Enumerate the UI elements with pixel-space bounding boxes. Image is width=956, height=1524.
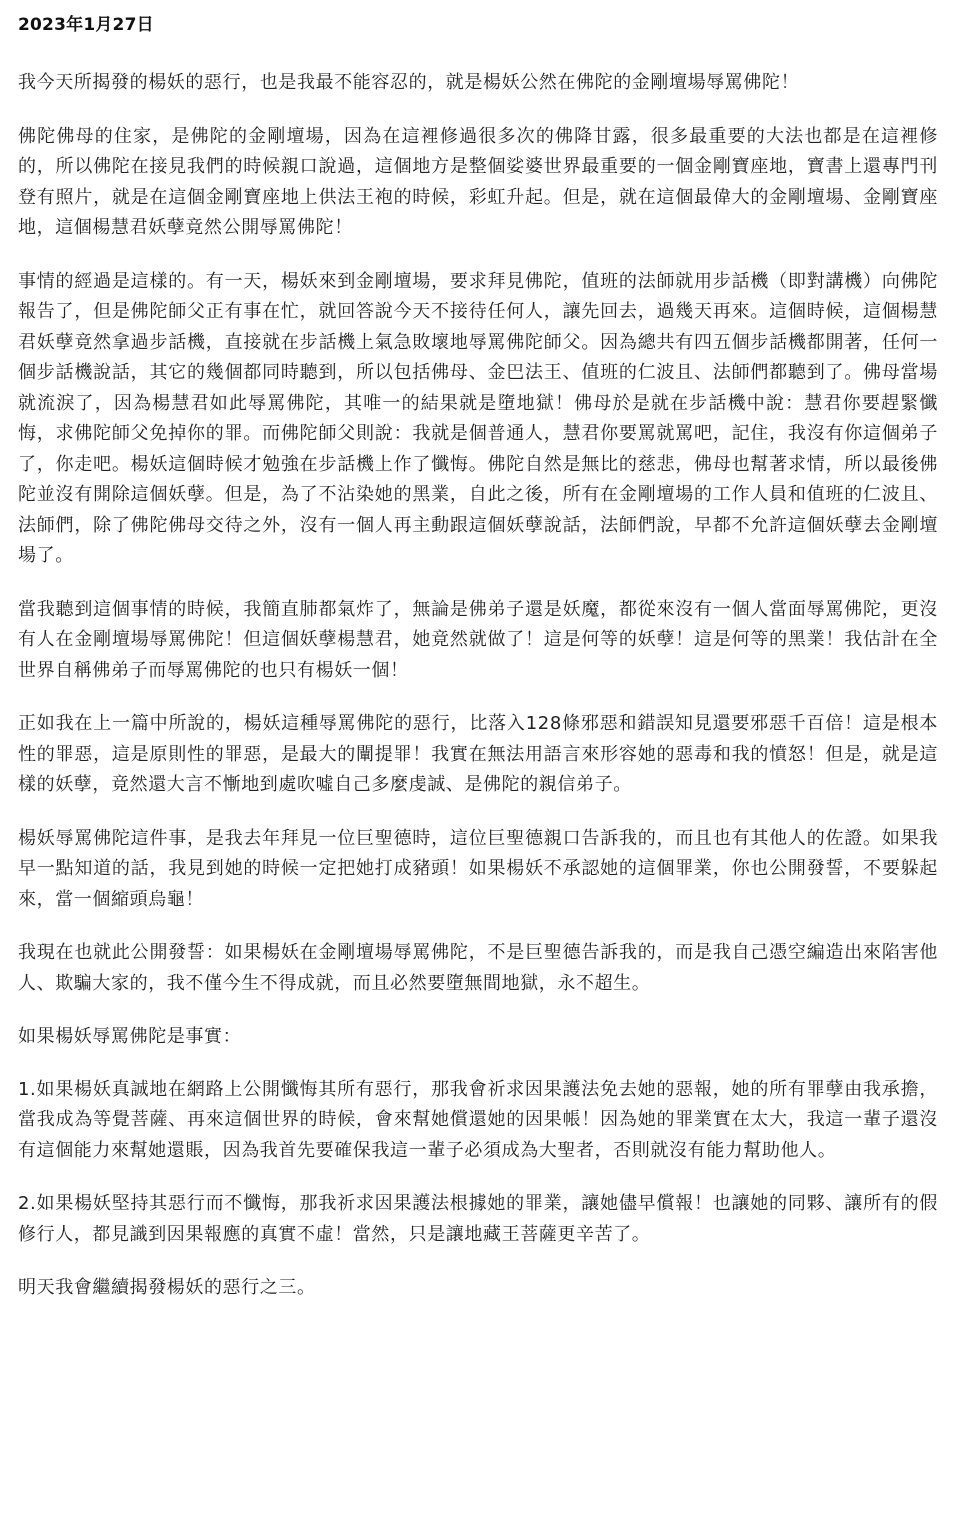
paragraph-5: 正如我在上一篇中所說的，楊妖這種辱罵佛陀的惡行，比落入128條邪惡和錯誤知見還要邪惡千百倍！這是根本性的罪惡，這是原則性的罪惡，是最大的闡提罪！我實在無法用語言來形容她的惡毒和我的憤怒！但是，就是這樣的妖孽，竟然還大言不慚地到處吹噓自己多麼虔誠、是佛陀的親信弟子。 bbox=[18, 713, 938, 795]
paragraph-7: 我現在也就此公開發誓：如果楊妖在金剛壇場辱罵佛陀，不是巨聖德告訴我的，而是我自己憑空編造出來陷害他人、欺騙大家的，我不僅今生不得成就，而且必然要墮無間地獄，永不超生。 bbox=[18, 942, 938, 994]
paragraph-11: 明天我會繼續揭發楊妖的惡行之三。 bbox=[18, 1277, 316, 1298]
paragraph-8: 如果楊妖辱罵佛陀是事實： bbox=[18, 1026, 242, 1047]
paragraph-1: 我今天所揭發的楊妖的惡行，也是我最不能容忍的，就是楊妖公然在佛陀的金剛壇場辱罵佛陀！ bbox=[18, 72, 800, 93]
paragraph-10: 2.如果楊妖堅持其惡行而不懺悔，那我祈求因果護法根據她的罪業，讓她儘早償報！也讓她的同夥、讓所有的假修行人，都見識到因果報應的真實不虛！當然，只是讓地藏王菩薩更辛苦了。 bbox=[18, 1193, 938, 1245]
article-date: 2023年1月27日 bbox=[18, 15, 154, 35]
paragraph-4: 當我聽到這個事情的時候，我簡直肺都氣炸了，無論是佛弟子還是妖魔，都從來沒有一個人當面辱罵佛陀，更沒有人在金剛壇場辱罵佛陀！但這個妖孽楊慧君，她竟然就做了！這是何等的妖孽！這是何等的黑業！我估計在全世界自稱佛弟子而辱罵佛陀的也只有楊妖一個！ bbox=[18, 598, 938, 681]
paragraph-2: 佛陀佛母的住家，是佛陀的金剛壇場，因為在這裡修過很多次的佛降甘露，很多最重要的大法也都是在這裡修的，所以佛陀在接見我們的時候親口說過，這個地方是整個娑婆世界最重要的一個金剛寶座地，寶書上還專門刊登有照片，就是在這個金剛寶座地上供法王袍的時候，彩虹升起。但是，就在這個最偉大的金剛壇場、金剛寶座地，這個楊慧君妖孽竟然公開辱罵佛陀！ bbox=[18, 125, 938, 238]
paragraph-6: 楊妖辱罵佛陀這件事，是我去年拜見一位巨聖德時，這位巨聖德親口告訴我的，而且也有其他人的佐證。如果我早一點知道的話，我見到她的時候一定把她打成豬頭！如果楊妖不承認她的這個罪業，你也公開發誓，不要躲起來，當一個縮頭烏龜！ bbox=[18, 827, 938, 910]
paragraph-3: 事情的經過是這樣的。有一天，楊妖來到金剛壇場，要求拜見佛陀，值班的法師就用步話機（即對講機）向佛陀報告了，但是佛陀師父正有事在忙，就回答說今天不接待任何人，讓先回去，過幾天再來。這個時候，這個楊慧君妖孽竟然拿過步話機，直接就在步話機上氣急敗壞地辱罵佛陀師父。因為總共有四五個步話機都開著，任何一個步話機說話，其它的幾個都同時聽到，所以包括佛母、金巴法王、值班的仁波且、法師們都聽到了。佛母當場就流淚了，因為楊慧君如此辱罵佛陀，其唯一的結果就是墮地獄！佛母於是就在步話機中說：慧君你要趕緊懺悔，求佛陀師父免掉你的罪。而佛陀師父則說：我就是個普通人，慧君你要罵就罵吧，記住，我沒有你這個弟子了，你走吧。楊妖這個時候才勉強在步話機上作了懺悔。佛陀自然是無比的慈悲，佛母也幫著求情，所以最後佛陀並沒有開除這個妖孽。但是，為了不沾染她的黑業，自此之後，所有在金剛壇場的工作人員和值班的仁波且、法師們，除了佛陀佛母交待之外，沒有一個人再主動跟這個妖孽說話，法師們說，早都不允許這個妖孽去金剛壇場了。 bbox=[18, 270, 938, 566]
article-body bbox=[18, 68, 938, 1304]
paragraph-9: 1.如果楊妖真誠地在網路上公開懺悔其所有惡行，那我會祈求因果護法免去她的惡報，她的所有罪孽由我承擔，當我成為等覺菩薩、再來這個世界的時候，會來幫她償還她的因果帳！因為她的罪業實在太大，我這一輩子還沒有這個能力來幫她還賬，因為我首先要確保我這一輩子必須成為大聖者，否則就沒有能力幫助他人。 bbox=[18, 1078, 938, 1161]
